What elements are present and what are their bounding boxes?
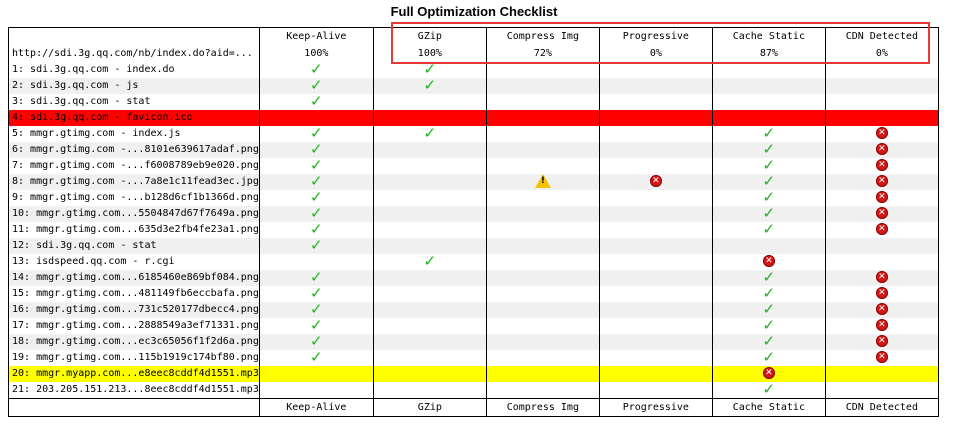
cell-keep-alive bbox=[259, 302, 373, 318]
column-footer-row bbox=[9, 399, 939, 417]
fail-icon: ✕ bbox=[876, 191, 888, 203]
table-row bbox=[9, 302, 939, 318]
cell-compress-img bbox=[486, 254, 599, 270]
cell-gzip bbox=[373, 270, 486, 286]
cell-progressive bbox=[599, 78, 712, 94]
cell-cdn-detected bbox=[825, 318, 938, 334]
cell-cdn-detected bbox=[825, 142, 938, 158]
request-label[interactable]: 3: sdi.3g.qq.com - stat bbox=[9, 94, 260, 110]
cell-gzip bbox=[373, 334, 486, 350]
cell-cache-static bbox=[712, 366, 825, 382]
check-icon: ✓ bbox=[310, 62, 323, 78]
cell-progressive bbox=[599, 222, 712, 238]
cell-cdn-detected bbox=[825, 62, 938, 78]
cell-cdn-detected bbox=[825, 270, 938, 286]
cell-cache-static bbox=[712, 174, 825, 190]
cell-keep-alive bbox=[259, 158, 373, 174]
column-footer-progressive: Progressive bbox=[599, 399, 712, 417]
check-icon: ✓ bbox=[762, 334, 776, 350]
table-row bbox=[9, 318, 939, 334]
cell-keep-alive bbox=[259, 270, 373, 286]
cell-gzip bbox=[373, 238, 486, 254]
cell-cdn-detected bbox=[825, 334, 938, 350]
cell-progressive bbox=[599, 94, 712, 110]
cell-progressive bbox=[599, 190, 712, 206]
cell-compress-img bbox=[486, 158, 599, 174]
check-icon: ✓ bbox=[310, 142, 323, 158]
optimization-checklist-table bbox=[8, 27, 939, 417]
check-icon: ✓ bbox=[762, 222, 776, 238]
request-label[interactable]: 12: sdi.3g.qq.com - stat bbox=[9, 238, 260, 254]
table-row bbox=[9, 366, 939, 382]
footer-blank bbox=[9, 399, 260, 417]
cell-progressive bbox=[599, 238, 712, 254]
check-icon: ✓ bbox=[310, 126, 323, 142]
cell-keep-alive bbox=[259, 254, 373, 270]
cell-compress-img bbox=[486, 382, 599, 399]
cell-keep-alive bbox=[259, 78, 373, 94]
cell-gzip bbox=[373, 158, 486, 174]
cell-cdn-detected bbox=[825, 382, 938, 399]
request-label[interactable]: 17: mmgr.gtimg.com...2888549a3ef71331.png bbox=[9, 318, 260, 334]
cell-compress-img bbox=[486, 110, 599, 126]
check-icon: ✓ bbox=[310, 334, 323, 350]
table-row bbox=[9, 94, 939, 110]
fail-icon: ✕ bbox=[876, 127, 888, 139]
cell-cdn-detected bbox=[825, 222, 938, 238]
cell-compress-img bbox=[486, 78, 599, 94]
column-footer-cdn-detected: CDN Detected bbox=[825, 399, 938, 417]
request-label[interactable]: 16: mmgr.gtimg.com...731c520177dbecc4.png bbox=[9, 302, 260, 318]
request-label[interactable]: 19: mmgr.gtimg.com...115b1919c174bf80.png bbox=[9, 350, 260, 366]
cell-gzip bbox=[373, 110, 486, 126]
table-row bbox=[9, 110, 939, 126]
cell-cache-static bbox=[712, 286, 825, 302]
cell-cache-static bbox=[712, 142, 825, 158]
cell-cache-static bbox=[712, 302, 825, 318]
check-icon: ✓ bbox=[762, 286, 776, 302]
cell-gzip bbox=[373, 254, 486, 270]
header-blank bbox=[9, 28, 260, 46]
check-icon: ✓ bbox=[762, 302, 776, 318]
cell-progressive bbox=[599, 206, 712, 222]
cell-compress-img bbox=[486, 94, 599, 110]
check-icon: ✓ bbox=[310, 302, 323, 318]
cell-progressive bbox=[599, 158, 712, 174]
column-header-keep-alive: Keep-Alive bbox=[259, 28, 373, 46]
cell-cache-static bbox=[712, 318, 825, 334]
cell-progressive bbox=[599, 126, 712, 142]
column-header-cdn-detected: CDN Detected bbox=[825, 28, 938, 46]
cell-gzip bbox=[373, 94, 486, 110]
page-score-row bbox=[9, 45, 939, 62]
cell-keep-alive bbox=[259, 94, 373, 110]
score-keep-alive: 100% bbox=[259, 45, 373, 62]
cell-compress-img bbox=[486, 206, 599, 222]
cell-cdn-detected bbox=[825, 254, 938, 270]
cell-compress-img bbox=[486, 334, 599, 350]
table-row bbox=[9, 238, 939, 254]
cell-cache-static bbox=[712, 94, 825, 110]
column-footer-keep-alive: Keep-Alive bbox=[259, 399, 373, 417]
cell-cdn-detected bbox=[825, 302, 938, 318]
cell-compress-img bbox=[486, 190, 599, 206]
cell-cache-static bbox=[712, 110, 825, 126]
request-label[interactable]: 4: sdi.3g.qq.com - favicon.ico bbox=[9, 110, 260, 126]
fail-icon: ✕ bbox=[876, 159, 888, 171]
cell-keep-alive bbox=[259, 62, 373, 78]
cell-gzip bbox=[373, 142, 486, 158]
cell-gzip bbox=[373, 62, 486, 78]
cell-keep-alive bbox=[259, 190, 373, 206]
fail-icon: ✕ bbox=[763, 255, 775, 267]
cell-gzip bbox=[373, 286, 486, 302]
cell-cache-static bbox=[712, 238, 825, 254]
cell-cdn-detected bbox=[825, 366, 938, 382]
cell-compress-img bbox=[486, 302, 599, 318]
cell-cache-static bbox=[712, 270, 825, 286]
check-icon: ✓ bbox=[310, 238, 323, 254]
request-label[interactable]: 13: isdspeed.qq.com - r.cgi bbox=[9, 254, 260, 270]
warning-icon: ! bbox=[535, 174, 551, 188]
fail-icon: ✕ bbox=[876, 223, 888, 235]
cell-cdn-detected bbox=[825, 110, 938, 126]
check-icon: ✓ bbox=[423, 254, 437, 270]
fail-icon: ✕ bbox=[763, 367, 775, 379]
check-icon: ✓ bbox=[762, 270, 776, 286]
cell-cache-static bbox=[712, 158, 825, 174]
cell-cdn-detected bbox=[825, 206, 938, 222]
page-url[interactable]: http://sdi.3g.qq.com/nb/index.do?aid=... bbox=[9, 45, 260, 62]
check-icon: ✓ bbox=[310, 174, 323, 190]
cell-keep-alive bbox=[259, 350, 373, 366]
cell-keep-alive bbox=[259, 110, 373, 126]
cell-progressive bbox=[599, 270, 712, 286]
check-icon: ✓ bbox=[762, 158, 776, 174]
cell-compress-img bbox=[486, 270, 599, 286]
cell-gzip bbox=[373, 382, 486, 399]
request-label[interactable]: 14: mmgr.gtimg.com...6185460e869bf084.png bbox=[9, 270, 260, 286]
request-label[interactable]: 15: mmgr.gtimg.com...481149fb6eccbafa.png bbox=[9, 286, 260, 302]
check-icon: ✓ bbox=[423, 62, 437, 78]
request-label[interactable]: 5: mmgr.gtimg.com - index.js bbox=[9, 126, 260, 142]
cell-keep-alive bbox=[259, 206, 373, 222]
table-row bbox=[9, 142, 939, 158]
table-row bbox=[9, 334, 939, 350]
fail-icon: ✕ bbox=[876, 335, 888, 347]
cell-compress-img bbox=[486, 222, 599, 238]
cell-gzip bbox=[373, 78, 486, 94]
fail-icon: ✕ bbox=[876, 287, 888, 299]
fail-icon: ✕ bbox=[876, 271, 888, 283]
page-title: Full Optimization Checklist bbox=[390, 4, 558, 19]
request-label[interactable]: 20: mmgr.myapp.com...e8eec8cddf4d1551.mp3 bbox=[9, 366, 260, 382]
table-row bbox=[9, 174, 939, 190]
cell-progressive bbox=[599, 62, 712, 78]
cell-progressive bbox=[599, 334, 712, 350]
cell-gzip bbox=[373, 350, 486, 366]
column-header-gzip: GZip bbox=[373, 28, 486, 46]
cell-keep-alive bbox=[259, 382, 373, 399]
cell-cache-static bbox=[712, 206, 825, 222]
table-row bbox=[9, 78, 939, 94]
cell-cache-static bbox=[712, 254, 825, 270]
cell-cdn-detected bbox=[825, 238, 938, 254]
table-row bbox=[9, 62, 939, 78]
check-icon: ✓ bbox=[762, 350, 776, 366]
cell-progressive bbox=[599, 110, 712, 126]
cell-compress-img bbox=[486, 318, 599, 334]
cell-compress-img bbox=[486, 366, 599, 382]
score-progressive: 0% bbox=[599, 45, 712, 62]
score-compress-img: 72% bbox=[486, 45, 599, 62]
cell-cache-static bbox=[712, 334, 825, 350]
check-icon: ✓ bbox=[762, 142, 776, 158]
table-row bbox=[9, 158, 939, 174]
score-gzip: 100% bbox=[373, 45, 486, 62]
cell-cache-static bbox=[712, 382, 825, 399]
cell-gzip bbox=[373, 206, 486, 222]
check-icon: ✓ bbox=[762, 190, 776, 206]
cell-cache-static bbox=[712, 190, 825, 206]
cell-progressive bbox=[599, 350, 712, 366]
cell-keep-alive bbox=[259, 238, 373, 254]
cell-cache-static bbox=[712, 350, 825, 366]
table-row bbox=[9, 286, 939, 302]
cell-cache-static bbox=[712, 126, 825, 142]
fail-icon: ✕ bbox=[876, 319, 888, 331]
score-cache-static: 87% bbox=[712, 45, 825, 62]
cell-gzip bbox=[373, 174, 486, 190]
cell-keep-alive bbox=[259, 142, 373, 158]
cell-keep-alive bbox=[259, 174, 373, 190]
check-icon: ✓ bbox=[762, 318, 776, 334]
cell-progressive bbox=[599, 254, 712, 270]
request-label[interactable]: 2: sdi.3g.qq.com - js bbox=[9, 78, 260, 94]
cell-keep-alive bbox=[259, 126, 373, 142]
request-label[interactable]: 1: sdi.3g.qq.com - index.do bbox=[9, 62, 260, 78]
table-row bbox=[9, 382, 939, 399]
check-icon: ✓ bbox=[310, 190, 323, 206]
cell-cdn-detected bbox=[825, 350, 938, 366]
cell-cache-static bbox=[712, 78, 825, 94]
check-icon: ✓ bbox=[423, 78, 437, 94]
cell-compress-img bbox=[486, 350, 599, 366]
cell-gzip bbox=[373, 126, 486, 142]
column-header-progressive: Progressive bbox=[599, 28, 712, 46]
cell-gzip bbox=[373, 366, 486, 382]
cell-progressive bbox=[599, 142, 712, 158]
cell-cache-static bbox=[712, 62, 825, 78]
request-label[interactable]: 9: mmgr.gtimg.com -...b128d6cf1b1366d.png bbox=[9, 190, 260, 206]
cell-compress-img bbox=[486, 286, 599, 302]
check-icon: ✓ bbox=[310, 350, 323, 366]
cell-gzip bbox=[373, 302, 486, 318]
cell-compress-img bbox=[486, 238, 599, 254]
cell-cdn-detected bbox=[825, 94, 938, 110]
cell-progressive bbox=[599, 318, 712, 334]
cell-gzip bbox=[373, 190, 486, 206]
column-footer-cache-static: Cache Static bbox=[712, 399, 825, 417]
request-label[interactable]: 8: mmgr.gtimg.com -...7a8e1c11fead3ec.jpg bbox=[9, 174, 260, 190]
cell-compress-img bbox=[486, 62, 599, 78]
request-label[interactable]: 11: mmgr.gtimg.com...635d3e2fb4fe23a1.png bbox=[9, 222, 260, 238]
table-row bbox=[9, 254, 939, 270]
cell-gzip bbox=[373, 318, 486, 334]
fail-icon: ✕ bbox=[876, 351, 888, 363]
table-row bbox=[9, 222, 939, 238]
check-icon: ✓ bbox=[310, 286, 323, 302]
cell-progressive bbox=[599, 286, 712, 302]
cell-progressive bbox=[599, 366, 712, 382]
cell-progressive bbox=[599, 174, 712, 190]
table-row bbox=[9, 190, 939, 206]
cell-gzip bbox=[373, 222, 486, 238]
cell-compress-img bbox=[486, 126, 599, 142]
cell-compress-img bbox=[486, 174, 599, 190]
cell-keep-alive bbox=[259, 366, 373, 382]
cell-cdn-detected bbox=[825, 78, 938, 94]
table-row bbox=[9, 270, 939, 286]
check-icon: ✓ bbox=[310, 94, 323, 110]
cell-progressive bbox=[599, 302, 712, 318]
request-label[interactable]: 21: 203.205.151.213...8eec8cddf4d1551.mp3 bbox=[9, 382, 260, 399]
fail-icon: ✕ bbox=[876, 175, 888, 187]
column-header-row bbox=[9, 28, 939, 46]
cell-cache-static bbox=[712, 222, 825, 238]
table-row bbox=[9, 206, 939, 222]
request-label[interactable]: 6: mmgr.gtimg.com -...8101e639617adaf.png bbox=[9, 142, 260, 158]
table-row bbox=[9, 126, 939, 142]
cell-compress-img bbox=[486, 142, 599, 158]
cell-cdn-detected bbox=[825, 126, 938, 142]
column-header-cache-static: Cache Static bbox=[712, 28, 825, 46]
check-icon: ✓ bbox=[762, 174, 776, 190]
check-icon: ✓ bbox=[762, 126, 776, 142]
request-label[interactable]: 10: mmgr.gtimg.com...5504847d67f7649a.png bbox=[9, 206, 260, 222]
cell-keep-alive bbox=[259, 222, 373, 238]
cell-keep-alive bbox=[259, 334, 373, 350]
check-icon: ✓ bbox=[762, 206, 776, 222]
cell-cdn-detected bbox=[825, 190, 938, 206]
request-label[interactable]: 7: mmgr.gtimg.com -...f6008789eb9e020.png bbox=[9, 158, 260, 174]
cell-progressive bbox=[599, 382, 712, 399]
table-row bbox=[9, 350, 939, 366]
column-header-compress-img: Compress Img bbox=[486, 28, 599, 46]
fail-icon: ✕ bbox=[876, 207, 888, 219]
cell-cdn-detected bbox=[825, 158, 938, 174]
check-icon: ✓ bbox=[310, 270, 323, 286]
score-cdn-detected: 0% bbox=[825, 45, 938, 62]
column-footer-gzip: GZip bbox=[373, 399, 486, 417]
cell-keep-alive bbox=[259, 286, 373, 302]
check-icon: ✓ bbox=[762, 382, 776, 398]
cell-keep-alive bbox=[259, 318, 373, 334]
check-icon: ✓ bbox=[310, 318, 323, 334]
fail-icon: ✕ bbox=[650, 175, 662, 187]
check-icon: ✓ bbox=[310, 222, 323, 238]
fail-icon: ✕ bbox=[876, 303, 888, 315]
check-icon: ✓ bbox=[310, 78, 323, 94]
cell-cdn-detected bbox=[825, 174, 938, 190]
fail-icon: ✕ bbox=[876, 143, 888, 155]
check-icon: ✓ bbox=[310, 158, 323, 174]
cell-cdn-detected bbox=[825, 286, 938, 302]
column-footer-compress-img: Compress Img bbox=[486, 399, 599, 417]
check-icon: ✓ bbox=[423, 126, 437, 142]
check-icon: ✓ bbox=[310, 206, 323, 222]
request-label[interactable]: 18: mmgr.gtimg.com...ec3c65056f1f2d6a.png bbox=[9, 334, 260, 350]
